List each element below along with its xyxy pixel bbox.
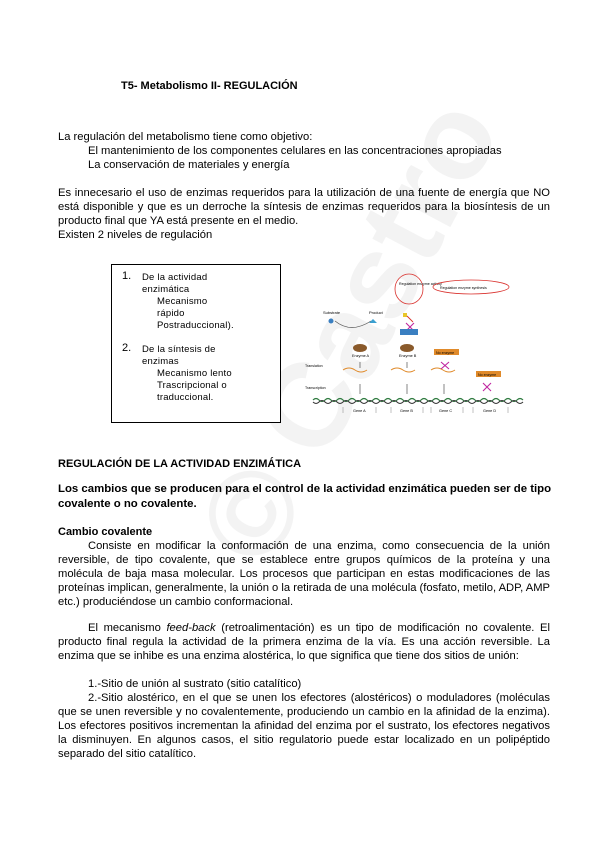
intro-point-1: El mantenimiento de los componentes celulares en las concentraciones apropiadas: [88, 145, 502, 157]
covalent-paragraph: Consiste en modificar la conformación de una enzima, como consecuencia de la unión reversible, de tipo covalente, que se establece entre grupos químicos de la proteína y una molécula de baja masa molecular. Los procesos que participan en estas modificaciones de las proteínas implican, generalmente, la unión o la retirada de una molécula (fosfato, metilo, ADP, AMP etc.) produciéndose un cambio conformacional.: [58, 540, 550, 608]
enzyme-blue-rect: [400, 329, 418, 335]
label-enzyme-a: Enzyme A: [352, 354, 370, 358]
label-gene-b: Gene B: [400, 409, 413, 413]
label-gene-d: Gene D: [483, 409, 497, 413]
regulation-diagram: [303, 270, 533, 426]
regulation-levels-box: 1. De la actividad enzimática Mecanismo rápido Postraduccional). 2. De la síntesis de enzimas Mecanismo lento Trascripcional o traduccional.: [111, 264, 281, 423]
feedback-term: feed-back: [166, 622, 216, 634]
label-no-enzyme-2: No enzyme: [478, 373, 497, 377]
label-product: Product: [369, 310, 383, 315]
label-activity: Regulation enzyme activity: [399, 282, 442, 286]
dna-strand: [313, 399, 523, 404]
enzyme-a-blob: [353, 344, 367, 352]
label-gene-a: Gene A: [353, 409, 366, 413]
mrna-b: [391, 368, 415, 372]
label-enzyme-b: Enzyme B: [399, 354, 417, 358]
label-substrate: Substrate: [323, 310, 341, 315]
site-2: 2.-Sitio alostérico, en el que se unen los efectores (alostéricos) o moduladores (moléculas que se unen reversible y no covalentemente, produciendo un cambio en la afinidad de la enzima). Los efectores positivos incrementan la afinidad del enzima por el sustrato, los efectores negativos la disminuyen. En algunos casos, el sitio regulatorio puede estar localizado en un polipéptido separado del sitio catalítico.: [58, 692, 550, 760]
paragraph-enzymes: Es innecesario el uso de enzimas requeridos para la utilización de una fuente de energía que NO está disponible y que es un derroche la síntesis de enzimas requeridos para la biosíntesis de un producto final que YA está presente en el medio.: [58, 187, 550, 227]
covalent-heading: Cambio covalente: [58, 526, 153, 538]
intro-line: La regulación del metabolismo tiene como objetivo:: [58, 131, 313, 143]
regulation-levels: Existen 2 niveles de regulación: [58, 229, 213, 241]
inhibit-line: [407, 316, 413, 322]
section-heading: REGULACIÓN DE LA ACTIVIDAD ENZIMÁTICA: [58, 458, 302, 470]
effector-icon: [403, 313, 407, 317]
cross-translation: [441, 362, 449, 369]
label-translation: Translation: [305, 364, 323, 368]
reaction-arrow: [335, 321, 371, 328]
cross-transcription: [483, 383, 491, 391]
label-synthesis: Regulation enzyme synthesis: [440, 286, 487, 290]
product-icon: [369, 319, 377, 323]
mrna-c: [431, 368, 455, 372]
section-statement: Los cambios que se producen para el control de la actividad enzimática pueden ser de tipo covalente o no covalente.: [58, 483, 552, 510]
activity-ellipse: [395, 274, 423, 304]
label-transcription: Transcription: [305, 386, 326, 390]
feedback-paragraph: El mecanismo feed-back (retroalimentación) es un tipo de modificación no covalente. El producto final regula la actividad de la primera enzima de la vía. Es una acción reversible. La enzima que se inhibe es una enzima alostérica, lo que significa que tiene dos sitios de unión:: [58, 622, 550, 662]
mrna-a: [343, 368, 367, 372]
page-title: T5- Metabolismo II- REGULACIÓN: [121, 80, 298, 92]
substrate-icon: [329, 319, 334, 324]
label-gene-c: Gene C: [439, 409, 453, 413]
enzyme-b-blob: [400, 344, 414, 352]
label-no-enzyme-1: No enzyme: [436, 351, 455, 355]
intro-point-2: La conservación de materiales y energía: [88, 159, 290, 171]
site-1: 1.-Sitio de unión al sustrato (sitio catalítico): [88, 678, 302, 690]
